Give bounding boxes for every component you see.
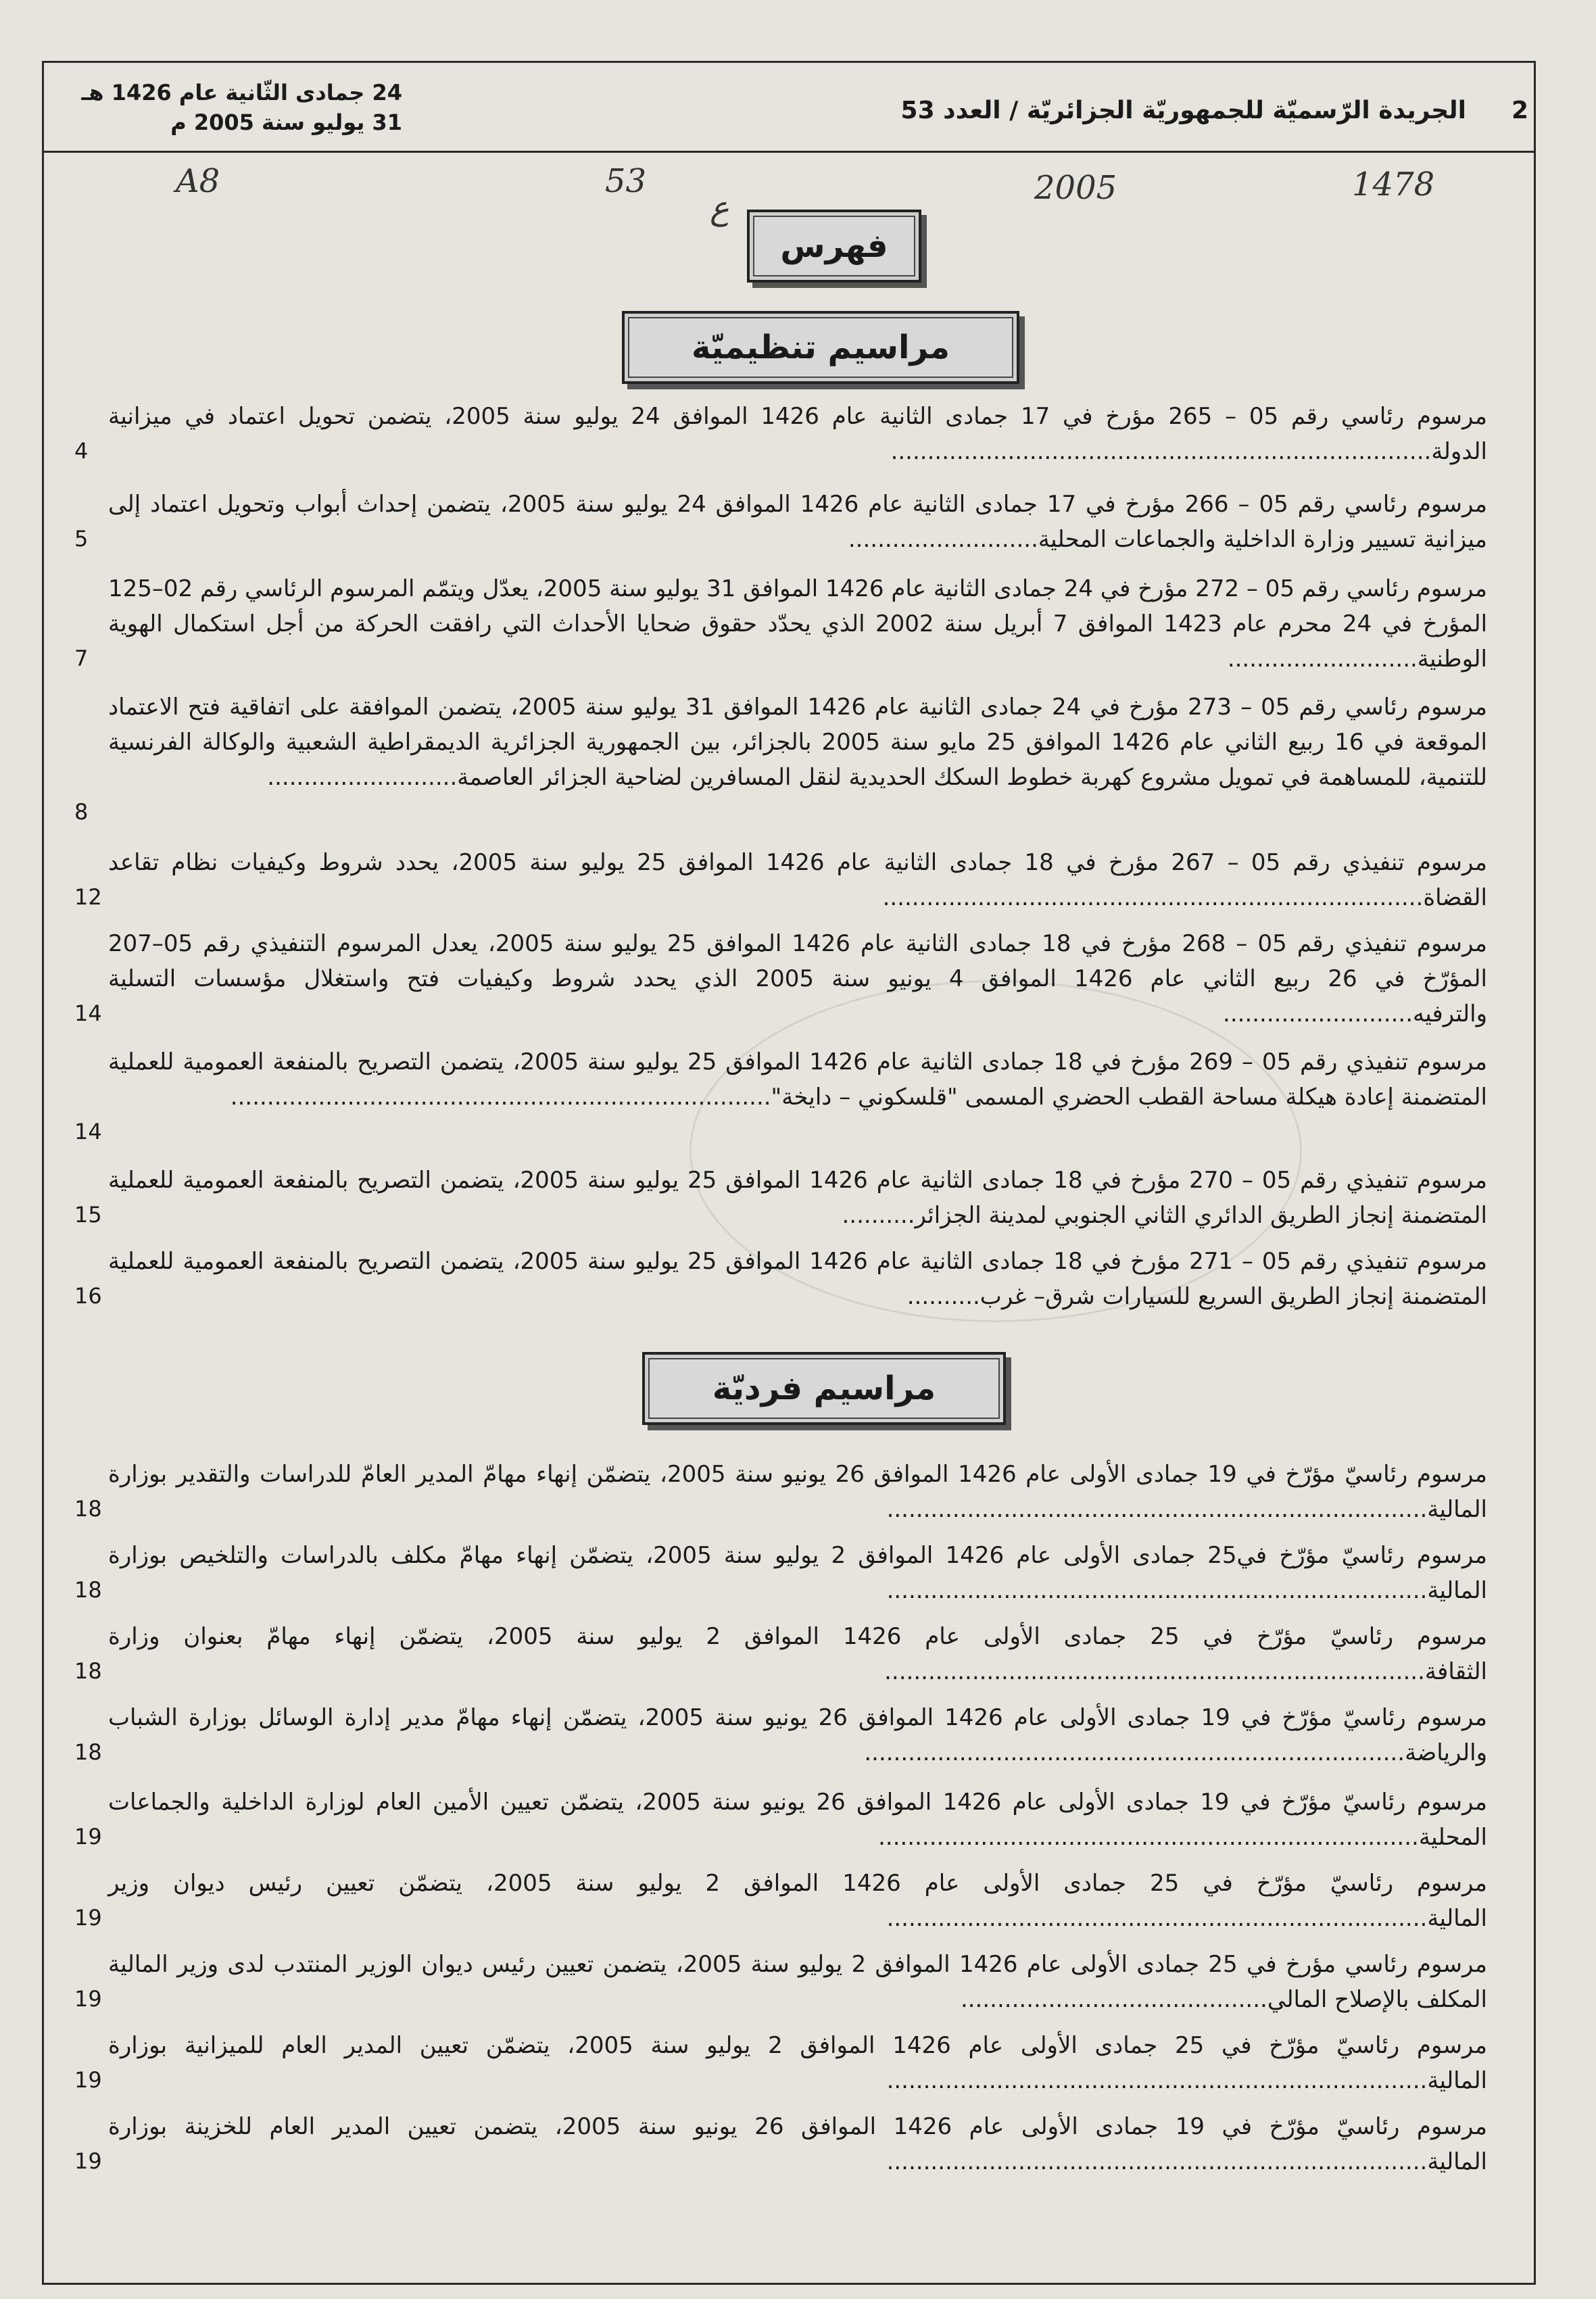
toc-entry-text: مرسوم رئاسي رقم 05 – 265 مؤرخ في 17 جمادى الثانية عام 1426 الموافق 24 يوليو سنة 2005، يتضمن تحويل اعتماد في ميزانية الدولة.......................................................................... <box>108 403 1487 465</box>
toc-entry-text: مرسوم تنفيذي رقم 05 – 271 مؤرخ في 18 جمادى الثانية عام 1426 الموافق 25 يوليو سنة 2005، يتضمن التصريح بالمنفعة العمومية للعملية المتضمنة إنجاز الطريق السريع للسيارات شرق– غرب.......... <box>108 1248 1487 1310</box>
header-page-number: 2 <box>1511 97 1528 124</box>
toc-entry <box>108 926 1487 1032</box>
toc-entry-page: 19 <box>74 1905 102 1931</box>
header-date-hijri: 24 جمادى الثّانية عام 1426 هـ <box>81 80 402 105</box>
toc-entry <box>108 1163 1487 1233</box>
handwritten-note-1: A8 <box>176 162 220 200</box>
toc-entry-text: مرسوم رئاسيّ مؤرّخ في 19 جمادى الأولى عام 1426 الموافق 26 يونيو سنة 2005، يتضمّن إنهاء مهامّ مدير إدارة الوسائل بوزارة الشباب والرياضة.......................................................................... <box>108 1704 1487 1766</box>
toc-entry-text: مرسوم رئاسيّ مؤرّخ في 25 جمادى الأولى عام 1426 الموافق 2 يوليو سنة 2005، يتضمّن إنهاء مهامّ بعنوان وزارة الثقافة.......................................................................... <box>108 1623 1487 1685</box>
toc-entry-text: مرسوم تنفيذي رقم 05 – 270 مؤرخ في 18 جمادى الثانية عام 1426 الموافق 25 يوليو سنة 2005، يتضمن التصريح بالمنفعة العمومية للعملية المتضمنة إنجاز الطريق الدائري الثاني الجنوبي لمدينة الجزائر.......... <box>108 1167 1487 1229</box>
header-date-gregorian: 31 يوليو سنة 2005 م <box>170 110 402 135</box>
toc-entry-text: مرسوم رئاسيّ مؤرّخ في25 جمادى الأولى عام 1426 الموافق 2 يوليو سنة 2005، يتضمّن إنهاء مهامّ مكلف بالدراسات والتلخيص بوزارة المالية.......................................................................... <box>108 1542 1487 1604</box>
toc-entry-page: 18 <box>74 1658 102 1684</box>
toc-entry <box>108 1244 1487 1314</box>
toc-entry-page: 7 <box>74 646 89 671</box>
toc-entry-text: مرسوم رئاسي رقم 05 – 266 مؤرخ في 17 جمادى الثانية عام 1426 الموافق 24 يوليو سنة 2005، يتضمن إحداث أبواب وتحويل اعتماد إلى ميزانية تسيير وزارة الداخلية والجماعات المحلية.......................... <box>108 491 1487 553</box>
section2-title-box <box>642 1352 1006 1425</box>
toc-entry-page: 19 <box>74 2148 102 2174</box>
toc-entry-page: 19 <box>74 2067 102 2093</box>
toc-entry-text: مرسوم تنفيذي رقم 05 – 268 مؤرخ في 18 جمادى الثانية عام 1426 الموافق 25 يوليو سنة 2005، يعدل المرسوم التنفيذي رقم 05–207 المؤرّخ في 26 ربيع الثاني عام 1426 الموافق 4 يونيو سنة 2005 الذي يحدد شروط وكيفيات فتح واستغلال مؤسسات التسلية والترفيه.......................... <box>108 930 1487 1027</box>
toc-entry-text: مرسوم رئاسي رقم 05 – 273 مؤرخ في 24 جمادى الثانية عام 1426 الموافق 31 يوليو سنة 2005، يتضمن الموافقة على اتفاقية فتح الاعتماد الموقعة في 16 ربيع الثاني عام 1426 الموافق 25 مايو سنة 2005 بالجزائر، بين الجمهورية الجزائرية الديمقراطية الشعبية والوكالة الفرنسية للتنمية، للمساهمة في تمويل مشروع كهربة خطوط السكك الحديدية لنقل المسافرين لضاحية الجزائر العاصمة.......................... <box>108 694 1487 791</box>
section1-title: مراسيم تنظيميّة <box>691 329 950 366</box>
section2-title: مراسيم فرديّة <box>712 1370 936 1407</box>
toc-entry <box>108 845 1487 915</box>
page-header <box>44 63 1534 153</box>
toc-entry-text: مرسوم رئاسي رقم 05 – 272 مؤرخ في 24 جمادى الثانية عام 1426 الموافق 31 يوليو سنة 2005، يعدّل ويتمّم المرسوم الرئاسي رقم 02–125 المؤرخ في 24 محرم عام 1423 الموافق 7 أبريل سنة 2002 الذي يحدّد حقوق ضحايا الأحداث التي رافقت الحركة من أجل استكمال الهوية الوطنية.......................... <box>108 575 1488 673</box>
toc-entry-text: مرسوم تنفيذي رقم 05 – 267 مؤرخ في 18 جمادى الثانية عام 1426 الموافق 25 يوليو سنة 2005، يحدد شروط وكيفيات نظام تقاعد القضاة.......................................................................... <box>108 849 1488 911</box>
toc-entry-text: مرسوم رئاسيّ مؤرّخ في 19 جمادى الأولى عام 1426 الموافق 26 يونيو سنة 2005، يتضمّن تعيين الأمين العام لوزارة الداخلية والجماعات المحلية.......................................................................... <box>108 1789 1488 1851</box>
handwritten-note-3: ع <box>710 189 729 227</box>
toc-entry-page: 14 <box>74 1119 102 1144</box>
toc-entry <box>108 2028 1487 2098</box>
toc-entry-page: 12 <box>74 884 102 910</box>
toc-entry-text: مرسوم تنفيذي رقم 05 – 269 مؤرخ في 18 جمادى الثانية عام 1426 الموافق 25 يوليو سنة 2005، يتضمن التصريح بالمنفعة العمومية للعملية المتضمنة إعادة هيكلة مساحة القطب الحضري المسمى "قلسكوني – دايخة".......................................................................... <box>108 1048 1487 1111</box>
header-date <box>51 78 402 137</box>
toc-entry <box>108 689 1487 795</box>
toc-entry <box>108 1947 1487 2017</box>
toc-entry-page: 4 <box>74 438 89 464</box>
toc-entry <box>108 399 1487 469</box>
header-title: الجريدة الرّسميّة للجمهوريّة الجزائريّة / العدد 53 <box>900 97 1466 124</box>
toc-entry-page: 5 <box>74 526 89 552</box>
toc-entry <box>108 1044 1487 1115</box>
toc-entry <box>108 571 1487 677</box>
toc-entry-page: 16 <box>74 1283 102 1309</box>
handwritten-note-5: 1478 <box>1352 166 1435 203</box>
toc-entry-text: مرسوم رئاسيّ مؤرّخ في 19 جمادى الأولى عام 1426 الموافق 26 يونيو سنة 2005، يتضمّن إنهاء مهامّ المدير العامّ للدراسات والتقدير بوزارة المالية.......................................................................... <box>108 1461 1488 1523</box>
toc-entry-text: مرسوم رئاسي مؤرخ في 25 جمادى الأولى عام 1426 الموافق 2 يوليو سنة 2005، يتضمن تعيين رئيس ديوان الوزير المنتدب لدى وزير المالية المكلف بالإصلاح المالي.......................................... <box>108 1951 1487 2013</box>
toc-entry-text: مرسوم رئاسيّ مؤرّخ في 25 جمادى الأولى عام 1426 الموافق 2 يوليو سنة 2005، يتضمّن تعيين رئيس ديوان وزير المالية.......................................................................... <box>108 1870 1488 1932</box>
toc-entry <box>108 1619 1487 1689</box>
toc-title-box <box>747 210 921 283</box>
handwritten-note-4: 2005 <box>1034 169 1117 207</box>
toc-entry-page: 8 <box>74 799 89 825</box>
toc-entry-page: 14 <box>74 1000 102 1026</box>
toc-entry <box>108 1700 1487 1770</box>
toc-entry <box>108 1538 1487 1608</box>
handwritten-note-2: 53 <box>605 162 647 200</box>
toc-entry-page: 19 <box>74 1986 102 2012</box>
toc-entry <box>108 487 1487 557</box>
toc-entry-page: 19 <box>74 1824 102 1849</box>
toc-entry-page: 18 <box>74 1577 102 1603</box>
toc-entry-page: 18 <box>74 1496 102 1522</box>
toc-entry-page: 18 <box>74 1739 102 1765</box>
toc-entry <box>108 2109 1487 2179</box>
toc-entry <box>108 1785 1487 1855</box>
toc-entry-text: مرسوم رئاسيّ مؤرّخ في 19 جمادى الأولى عام 1426 الموافق 26 يونيو سنة 2005، يتضمن تعيين المدير العام للخزينة بوزارة المالية.......................................................................... <box>108 2113 1488 2175</box>
toc-title: فهرس <box>780 227 888 265</box>
toc-entry <box>108 1866 1487 1936</box>
toc-entry-text: مرسوم رئاسيّ مؤرّخ في 25 جمادى الأولى عام 1426 الموافق 2 يوليو سنة 2005، يتضمّن تعيين المدير العام للميزانية بوزارة المالية.......................................................................... <box>108 2032 1487 2094</box>
toc-entry <box>108 1457 1487 1527</box>
toc-entry-page: 15 <box>74 1202 102 1228</box>
section1-title-box <box>622 311 1019 384</box>
